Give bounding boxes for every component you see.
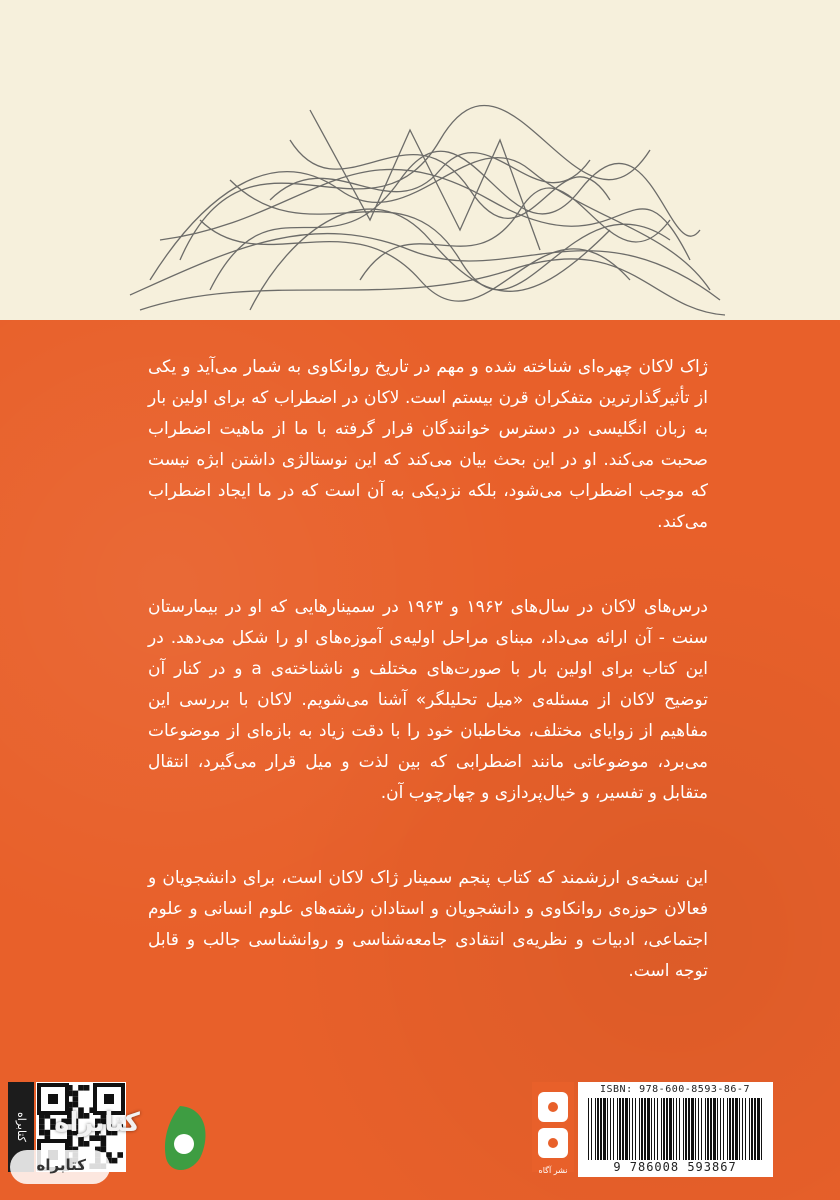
- watermark-badge-text: کتابراه: [36, 1156, 86, 1174]
- watermark-text: کتابراه: [54, 1108, 140, 1138]
- publisher-name: نشر آگاه: [538, 1166, 568, 1175]
- publisher-logo-icon: [532, 1082, 574, 1172]
- publisher-logo: [532, 1082, 574, 1172]
- paragraph-3: این نسخه‌ی ارزشمند که کتاب پنجم سمینار ژاک لاکان است، برای دانشجویان و فعالان حوزه‌ی روانکاوی و دانشجویان و استادان رشته‌های علوم انسانی و علوم اجتماعی، ادبیات و نظریه‌ی انتقادی جامعه‌شناسی و روانشناسی جالب و قابل توجه است.: [148, 868, 708, 981]
- barcode-icon: [586, 1098, 764, 1160]
- paragraph-2: درس‌های لاکان در سال‌های ۱۹۶۲ و ۱۹۶۳ در سمینارهایی که او در بیمارستان سنت - آن ارائه می‌داد، مبنای مراحل اولیه‌ی آموزه‌های او را شکل می‌دهد. در این کتاب برای اولین بار با صورت‌های مختلف و ناشناخته‌ی a و در کنار آن توضیح لاکان از مسئله‌ی «میل تحلیلگر» آشنا می‌شویم. لاکان با بررسی این مفاهیم از زوایای مختلف، مخاطبان خود را با دقت زیاد به بازه‌ای از موضوعات می‌برد، موضوعاتی مانند اضطرابی که بین لذت و میل قرار می‌گیرد، انتقال متقابل و تفسیر، و خیال‌پردازی و چهارچوب آن.: [148, 597, 708, 803]
- isbn-number: 9 786008 593867: [613, 1160, 737, 1174]
- scribble-illustration: [110, 80, 730, 320]
- side-watermark: کتابراه: [8, 1082, 34, 1172]
- isbn-label: ISBN: 978-600-8593-86-7: [600, 1084, 750, 1095]
- paragraph-1: ژاک لاکان چهره‌ای شناخته شده و مهم در تاریخ روانکاوی به شمار می‌آید و یکی از تأثیرگذارترین متفکران قرن بیستم است. لاکان در اضطراب که برای اولین بار به زبان انگلیسی در دسترس خوانندگان قرار گرفته با ما از ماهیت اضطراب صحبت می‌کند. او در این بحث بیان می‌کند که این نوستالژی داشتن ابژه نیست که موجب اضطراب می‌شود، بلکه نزدیکی به آن است که در ما ایجاد اضطراب می‌کند.: [148, 357, 708, 532]
- cover-top-area: [0, 0, 840, 320]
